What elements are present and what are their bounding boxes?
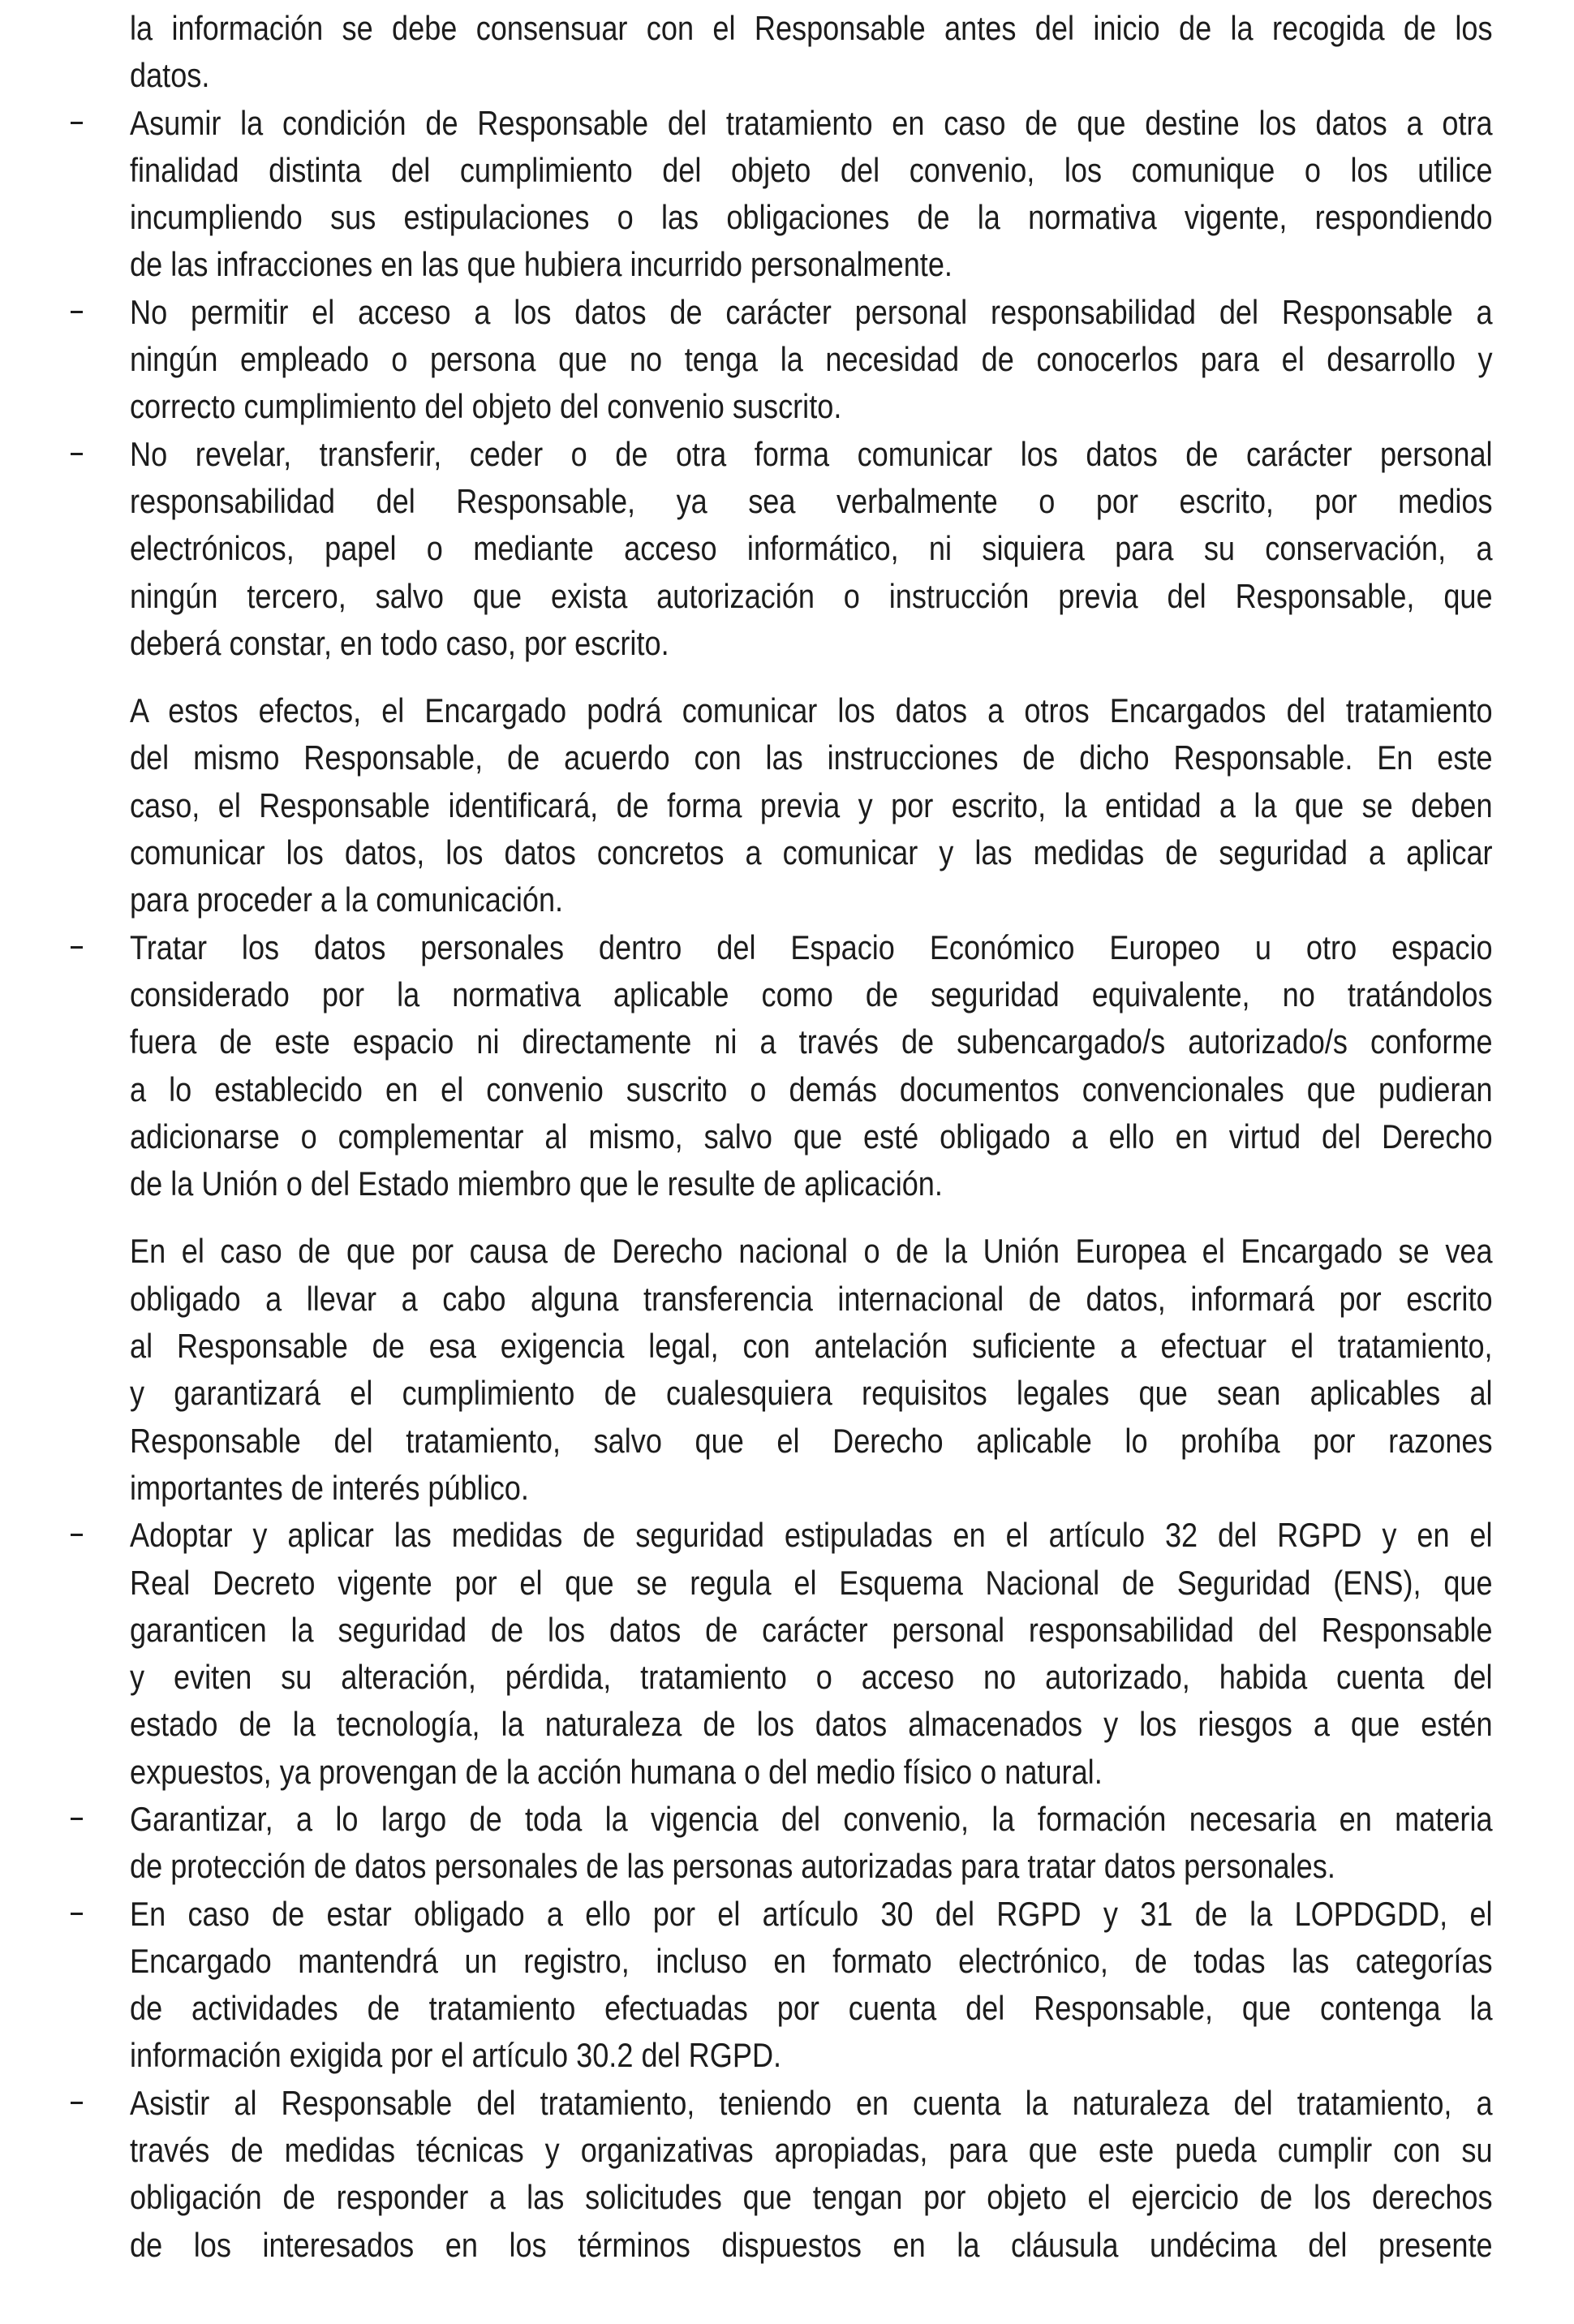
text-line: Responsable del tratamiento, salvo que el Derecho aplicable lo prohíba por razones [130, 1421, 1493, 1460]
text-line: En el caso de que por causa de Derecho nacional o de la Unión Europea el Encargado se vea [130, 1232, 1493, 1271]
text-line: caso, el Responsable identificará, de forma previa y por escrito, la entidad a la que se deben [130, 785, 1493, 824]
text-line: En caso de estar obligado a ello por el artículo 30 del RGPD y 31 de la LOPDGDD, el [130, 1894, 1493, 1933]
text-line: expuestos, ya provengan de la acción humana o del medio físico o natural. [130, 1752, 1103, 1791]
text-line: considerado por la normativa aplicable como de seguridad equivalente, no tratándolos [130, 975, 1493, 1014]
text-line: Real Decreto vigente por el que se regula el Esquema Nacional de Seguridad (ENS), que [130, 1563, 1493, 1602]
text-line: obligado a llevar a cabo alguna transferencia internacional de datos, informará por escrito [130, 1279, 1493, 1318]
dash-bullet-icon [71, 1891, 87, 1938]
text-line: No permitir el acceso a los datos de carácter personal responsabilidad del Responsable a [130, 292, 1493, 331]
dash-bullet-icon [71, 1512, 87, 1559]
dash-bullet-icon [71, 431, 87, 478]
text-line: importantes de interés público. [130, 1468, 529, 1507]
text-line: Asistir al Responsable del tratamiento, teniendo en cuenta la naturaleza del tratamiento, a [130, 2083, 1493, 2122]
indented-paragraph [130, 1228, 1493, 1512]
dash-bullet-icon [71, 1796, 87, 1843]
text-line: datos. [130, 56, 210, 95]
text-line: estado de la tecnología, la naturaleza de los datos almacenados y los riesgos a que estén [130, 1705, 1493, 1744]
text-line: al Responsable de esa exigencia legal, con antelación suficiente a efectuar el tratamiento, [130, 1327, 1493, 1366]
text-line: Asumir la condición de Responsable del tratamiento en caso de que destine los datos a otra [130, 103, 1493, 142]
dash-bullet-icon [71, 100, 87, 147]
text-line: Tratar los datos personales dentro del Espacio Económico Europeo u otro espacio [130, 927, 1493, 966]
text-line: y eviten su alteración, pérdida, tratamiento o acceso no autorizado, habida cuenta del [130, 1658, 1493, 1697]
list-item [130, 1512, 1493, 1796]
text-line: Encargado mantendrá un registro, incluso en formato electrónico, de todas las categorías [130, 1941, 1493, 1980]
indented-paragraph [130, 687, 1493, 923]
text-line: Adoptar y aplicar las medidas de seguridad estipuladas en el artículo 32 del RGPD y en el [130, 1516, 1493, 1555]
list-item [130, 1891, 1493, 2080]
text-line: información exigida por el artículo 30.2 del RGPD. [130, 2036, 782, 2075]
text-line: finalidad distinta del cumplimiento del objeto del convenio, los comunique o los utilice [130, 150, 1493, 189]
text-line: del mismo Responsable, de acuerdo con las instrucciones de dicho Responsable. En este [130, 738, 1493, 777]
text-line: ningún empleado o persona que no tenga la necesidad de conocerlos para el desarrollo y [130, 340, 1493, 379]
dash-bullet-icon [71, 924, 87, 971]
dash-bullet-icon [71, 289, 87, 336]
text-line: No revelar, transferir, ceder o de otra forma comunicar los datos de carácter personal [130, 434, 1493, 473]
text-line: electrónicos, papel o mediante acceso informático, ni siquiera para su conservación, a [130, 529, 1493, 568]
list-item [130, 100, 1493, 289]
dash-bullet-icon [71, 2080, 87, 2127]
text-line: adicionarse o complementar al mismo, salvo que esté obligado a ello en virtud del Derecho [130, 1117, 1493, 1156]
document-page [0, 5, 1574, 2269]
text-line: correcto cumplimiento del objeto del convenio suscrito. [130, 387, 842, 426]
text-line: fuera de este espacio ni directamente ni a través de subencargado/s autorizado/s conforme [130, 1022, 1493, 1061]
text-line: obligación de responder a las solicitudes que tengan por objeto el ejercicio de los derechos [130, 2178, 1493, 2217]
text-line: para proceder a la comunicación. [130, 880, 564, 919]
text-line: garanticen la seguridad de los datos de carácter personal responsabilidad del Responsable [130, 1610, 1493, 1649]
text-line: de la Unión o del Estado miembro que le resulte de aplicación. [130, 1164, 943, 1203]
text-line: de actividades de tratamiento efectuadas por cuenta del Responsable, que contenga la [130, 1989, 1493, 2028]
text-line: la información se debe consensuar con el Responsable antes del inicio de la recogida de los [130, 9, 1493, 47]
text-line: través de medidas técnicas y organizativas apropiadas, para que este pueda cumplir con su [130, 2131, 1493, 2170]
list-item [130, 1796, 1493, 1891]
text-line: de protección de datos personales de las personas autorizadas para tratar datos personales. [130, 1847, 1335, 1886]
text-line: ningún tercero, salvo que exista autorización o instrucción previa del Responsable, que [130, 576, 1493, 615]
list-item [130, 2080, 1493, 2269]
text-line: y garantizará el cumplimiento de cualesquiera requisitos legales que sean aplicables al [130, 1374, 1493, 1413]
text-line: incumpliendo sus estipulaciones o las obligaciones de la normativa vigente, respondiendo [130, 198, 1493, 237]
text-line: comunicar los datos, los datos concretos a comunicar y las medidas de seguridad a aplicar [130, 833, 1493, 872]
text-line: a lo establecido en el convenio suscrito o demás documentos convencionales que pudieran [130, 1069, 1493, 1108]
paragraph-continuation [130, 5, 1493, 100]
list-item [130, 289, 1493, 431]
list-item [130, 924, 1493, 1208]
text-line: responsabilidad del Responsable, ya sea verbalmente o por escrito, por medios [130, 481, 1493, 520]
list-item [130, 431, 1493, 667]
text-line: Garantizar, a lo largo de toda la vigencia del convenio, la formación necesaria en materia [130, 1799, 1493, 1838]
text-line: deberá constar, en todo caso, por escrito. [130, 623, 669, 662]
text-line: A estos efectos, el Encargado podrá comunicar los datos a otros Encargados del tratamiento [130, 691, 1493, 730]
text-line: de las infracciones en las que hubiera incurrido personalmente. [130, 245, 953, 284]
text-line: de los interesados en los términos dispuestos en la cláusula undécima del presente [130, 2225, 1493, 2264]
